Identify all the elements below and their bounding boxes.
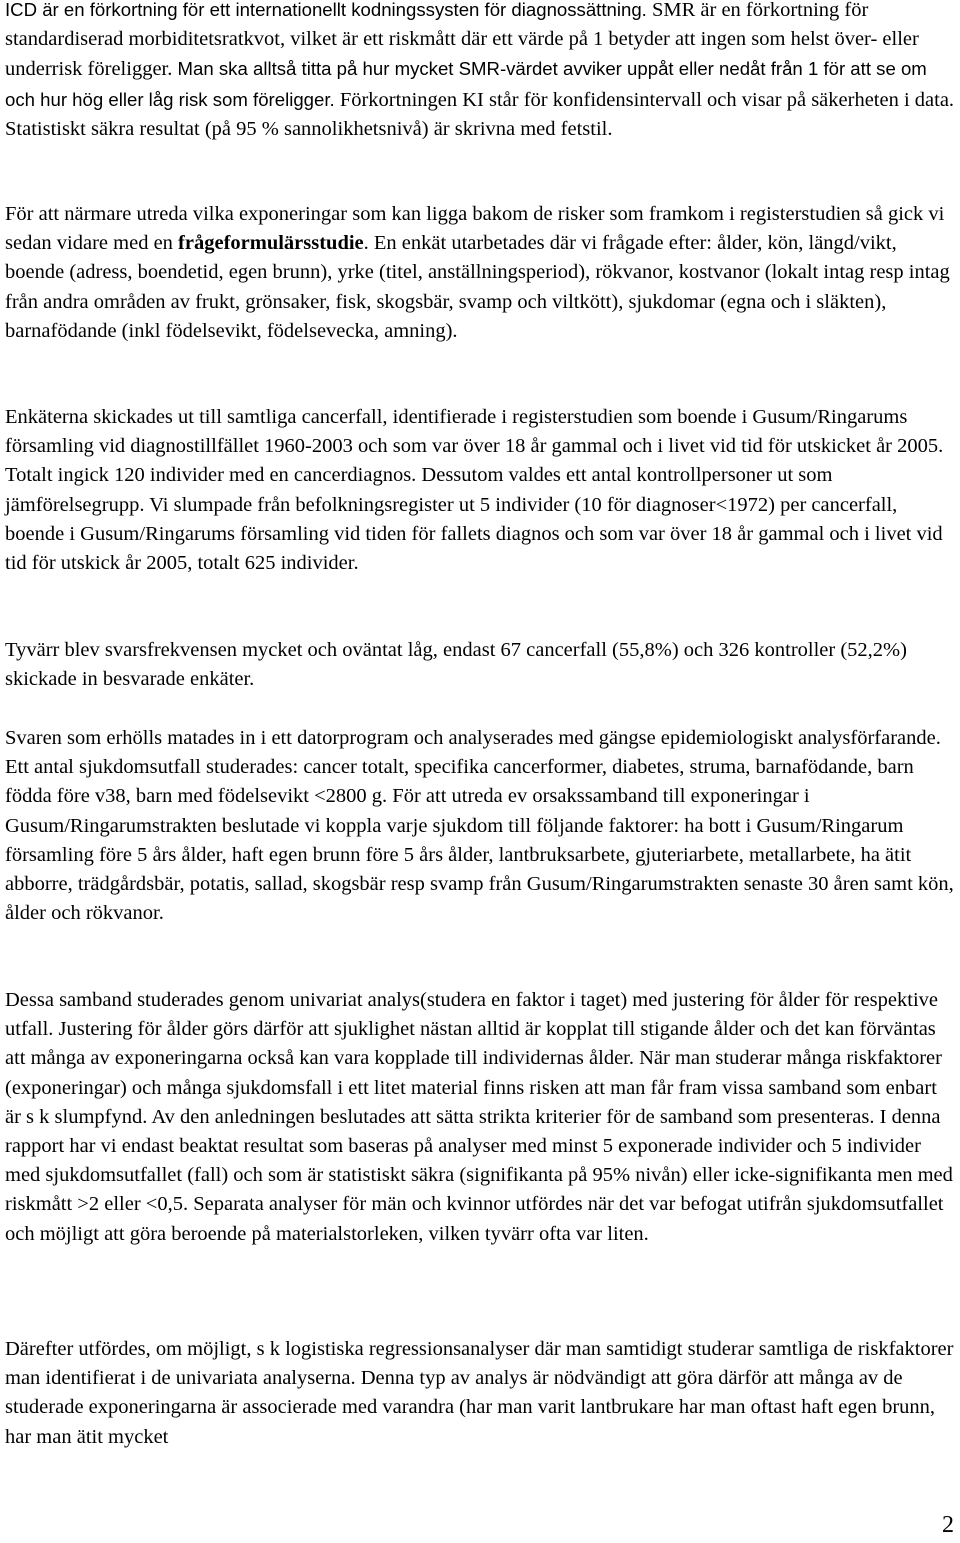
text-segment: Man ska alltså titta på hur mycket SMR-värdet avviker uppåt eller nedåt från 1 för att se om och hur hög eller låg risk som föreligger. [5, 58, 927, 110]
paragraph-response-rate: Tyvärr blev svarsfrekvensen mycket och oväntat låg, endast 67 cancerfall (55,8%) och 326 kontroller (52,2%) skickade in besvarade enkäter. [5, 639, 907, 691]
bold-term: frågeformulärsstudie [178, 232, 364, 255]
paragraph-abbreviations [5, 0, 957, 144]
text-segment: SMR är en förkortning för standardiserad morbiditetsratkvot, vilket är ett riskmått där ett värde på 1 betyder att ingen som helst över- eller underrisk föreligger. [5, 0, 919, 81]
text-segment: . En enkät utarbetades där vi frågade efter: ålder, kön, längd/vikt, boende (adress, boendetid, egen brunn), yrke (titel, anställningsperiod), rökvanor, kostvanor (lokalt intag resp intag från andra områden av frukt, grönsaker, fisk, skogsbär, svamp och viltkött), sjukdomar (egna och i släkten), barnafödande (inkl födelsevikt, födelsevecka, amning). [5, 232, 950, 342]
paragraph-univariate-analysis: Dessa samband studerades genom univariat analys(studera en faktor i taget) med justering för ålder för respektive utfall. Justering för ålder görs därför att sjuklighet nästan alltid är kopplat till stigande ålder och det kan förväntas att många av exponeringarna också kan vara kopplade till individernas ålder. När man studerar många riskfaktorer (exponeringar) och många sjukdomsfall i ett litet material finns risken att man får fram vissa samband som enbart är s k slumpfynd. Av den anledningen beslutades att sätta strikta kriterier för de samband som presenteras. I denna rapport har vi endast beaktat resultat som baseras på analyser med minst 5 exponerade individer och 5 individer med sjukdomsutfallet (fall) och som är statistiskt säkra (signifikanta på 95% nivån) eller icke-signifikanta men med riskmått >2 eller <0,5. Separata analyser för män och kvinnor utfördes när det var befogat utifrån sjukdomsutfallet och möjligt att göra beroende på materialstorleken, vilken tyvärr ofta var liten. [5, 989, 953, 1245]
paragraph-questionnaire [5, 200, 957, 346]
text-segment: För att närmare utreda vilka exponeringar som kan ligga bakom de risker som framkom i registerstudien så gick vi sedan vidare med en [5, 203, 945, 255]
paragraph-analysis-method: Svaren som erhölls matades in i ett datorprogram och analyserades med gängse epidemiologiskt analysförfarande. Ett antal sjukdomsutfall studerades: cancer totalt, specifika cancerformer, diabetes, struma, barnafödande, barn födda före v38, barn med födelsevikt <2800 g. För att utreda ev orsakssamband till exponeringar i Gusum/Ringarumstrakten beslutade vi koppla varje sjukdom till följande faktorer: ha bott i Gusum/Ringarum församling före 5 års ålder, haft egen brunn före 5 års ålder, lantbruksarbete, gjuteriarbete, metallarbete, ha ätit abborre, trädgårdsbär, potatis, sallad, skogsbär resp svamp från Gusum/Ringarumstrakten senaste 30 åren samt kön, ålder och rökvanor. [5, 727, 954, 925]
page-number: 2 [942, 1512, 954, 1538]
paragraph-regression-analysis: Därefter utfördes, om möjligt, s k logistiska regressionsanalyser där man samtidigt studerar samtliga de riskfaktorer man identifierat i de univariata analyserna. Denna typ av analys är nödvändigt att göra därför att många av de studerade exponeringarna är associerade med varandra (har man varit lantbrukare har man oftast haft egen brunn, har man ätit mycket [5, 1338, 954, 1448]
paragraph-survey-distribution: Enkäterna skickades ut till samtliga cancerfall, identifierade i registerstudien som boende i Gusum/Ringarums församling vid diagnostillfället 1960-2003 och som var över 18 år gammal och i livet vid tid för utskicket år 2005. Totalt ingick 120 individer med en cancerdiagnos. Dessutom valdes ett antal kontrollpersoner ut som jämförelsegrupp. Vi slumpade från befolkningsregister ut 5 individer (10 för diagnoser<1972) per cancerfall, boende i Gusum/Ringarums församling vid tiden för fallets diagnos och som var över 18 år gammal och i livet vid tid för utskick år 2005, totalt 625 individer. [5, 406, 944, 575]
text-segment: Förkortningen KI står för konfidensintervall och visar på säkerheten i data. Statistiskt säkra resultat (på 95 % sannolikhetsnivå) är skrivna med fetstil. [5, 88, 955, 140]
text-segment: ICD är en förkortning för ett internationellt kodningssysten för diagnossättning. [5, 0, 647, 20]
